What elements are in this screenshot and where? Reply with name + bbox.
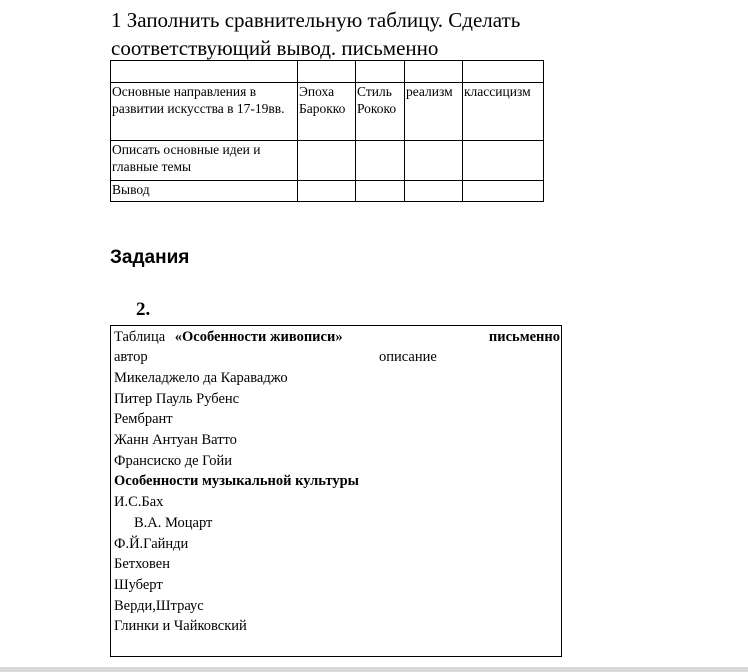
- row-label-ideas: Описать основные идеи и главные темы: [111, 141, 298, 181]
- painting-title: «Особенности живописи»: [174, 329, 343, 345]
- table-row: [111, 181, 544, 202]
- column-description-label: описание: [379, 349, 437, 365]
- table-cell: [463, 141, 544, 181]
- table-row: [111, 141, 544, 181]
- list-item: Глинки и Чайковский: [114, 618, 247, 634]
- table-cell: [356, 61, 405, 83]
- task-heading: 1 Заполнить сравнительную таблицу. Сделать соответствующий вывод. письменно: [111, 8, 521, 60]
- header-cell-realism: реализм: [405, 83, 463, 141]
- page-bottom-edge: [0, 667, 748, 672]
- list-item: Ф.Й.Гайнди: [114, 536, 189, 552]
- table-cell: [298, 141, 356, 181]
- task-number: 2.: [136, 299, 151, 320]
- section-title: Задания: [110, 247, 190, 268]
- row-label-conclusion: Вывод: [111, 181, 298, 202]
- list-item: Рембрант: [114, 411, 173, 427]
- table-cell: [405, 181, 463, 202]
- table-cell: [463, 181, 544, 202]
- table-cell: [405, 61, 463, 83]
- header-cell-rococo: Стиль Рококо: [356, 83, 405, 141]
- table-row: [111, 61, 544, 83]
- list-item: Бетховен: [114, 556, 171, 572]
- table-cell: [356, 141, 405, 181]
- table-cell: [463, 61, 544, 83]
- table-cell: [298, 61, 356, 83]
- table-row: [111, 83, 544, 141]
- table-cell: [111, 61, 298, 83]
- comparison-table: [110, 60, 544, 202]
- table-cell: [405, 141, 463, 181]
- table-cell: [298, 181, 356, 202]
- list-item: Франсиско де Гойи: [114, 453, 233, 469]
- header-cell-directions: Основные направления в развитии искусства в 17-19вв.: [111, 83, 298, 141]
- column-author-label: автор: [114, 349, 148, 365]
- painting-music-box: [110, 325, 562, 657]
- table-cell: [356, 181, 405, 202]
- music-section-title: Особенности музыкальной культуры: [114, 473, 359, 489]
- list-item: Жанн Антуан Ватто: [114, 432, 237, 448]
- list-item: Верди,Штраус: [114, 598, 204, 614]
- painting-title-line: [114, 327, 343, 347]
- header-cell-classicism: классицизм: [463, 83, 544, 141]
- list-item: Шуберт: [114, 577, 163, 593]
- list-item: И.С.Бах: [114, 494, 164, 510]
- list-item: В.А. Моцарт: [134, 515, 213, 531]
- table-word: Таблица: [114, 329, 166, 345]
- header-cell-baroque: Эпоха Барокко: [298, 83, 356, 141]
- written-note: письменно: [488, 329, 560, 345]
- list-item: Микеладжело да Караваджо: [114, 370, 288, 386]
- list-item: Питер Пауль Рубенс: [114, 391, 240, 407]
